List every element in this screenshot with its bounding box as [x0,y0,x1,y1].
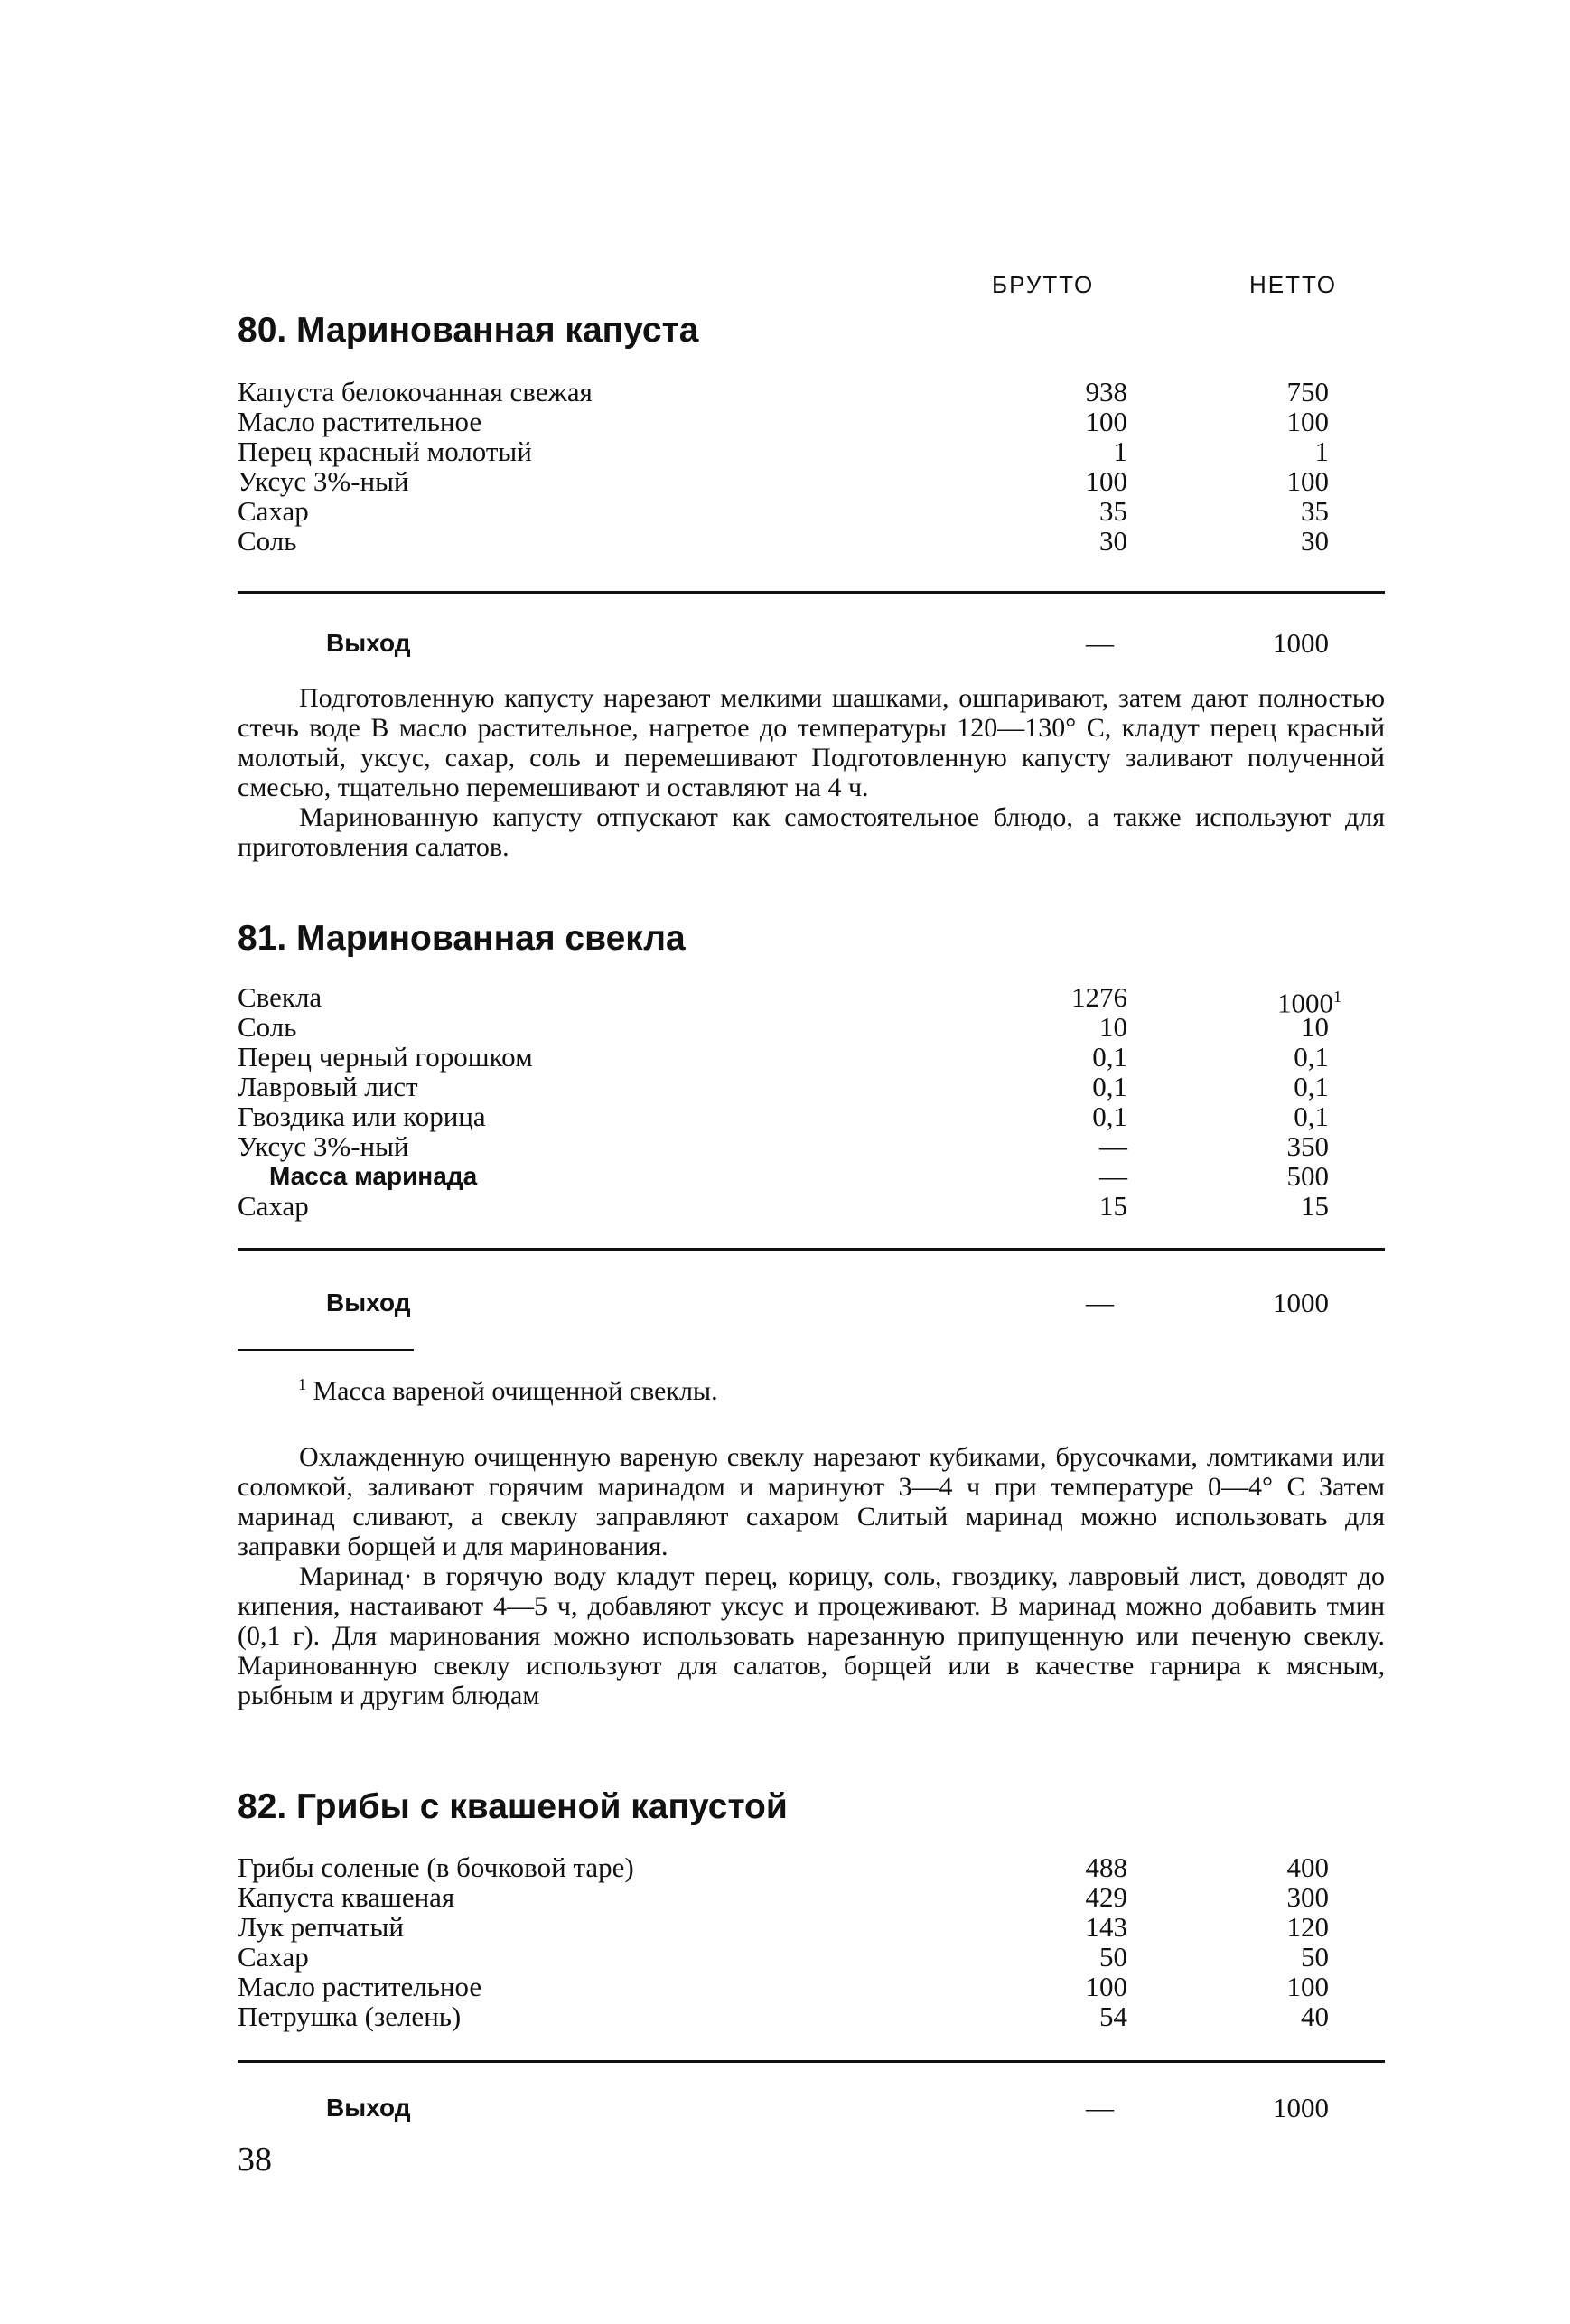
brutto-value: 54 [1099,2001,1127,2032]
column-header-netto: НЕТТО [1249,271,1337,298]
netto-value: 400 [1286,1851,1329,1883]
netto-value: 0,1 [1294,1041,1329,1073]
ingredient-table [238,982,1385,1221]
netto-value: 1 [1314,436,1329,467]
ingredient-name: Лук репчатый [238,1911,404,1943]
netto-value: 30 [1301,525,1329,557]
netto-value: 100 [1286,1971,1329,2002]
recipe-title: 80. Маринованная капуста [238,311,699,350]
table-row [238,1012,1385,1042]
table-row [238,1191,1385,1221]
table-row [238,1972,1385,2001]
yield-brutto: — [1086,1287,1114,1318]
recipe-title: 82. Грибы с квашеной капустой [238,1787,788,1826]
table-row [238,1942,1385,1972]
ingredient-name: Соль [238,1011,297,1043]
netto-value: 0,1 [1294,1071,1329,1102]
brutto-value: 100 [1085,465,1127,497]
table-row [238,1131,1385,1161]
table-row [238,1912,1385,1942]
ingredient-name: Свекла [238,981,322,1013]
yield-row [238,625,1385,661]
instruction-paragraph: Охлажденную очищенную вареную свеклу нарезают кубиками, брусочками, ломтиками или соломкой, заливают горячим маринадом и маринуют 3—4 ч при температуре 0—4° С Затем маринад сливают, а свеклу заправляют сахаром Слитый маринад можно использовать для заправки борщей и для маринования. [238,1442,1385,1561]
brutto-value: 938 [1085,376,1127,408]
netto-value: 35 [1301,495,1329,527]
yield-netto: 1000 [1273,1287,1329,1318]
brutto-value: 1 [1113,436,1127,467]
brutto-value: — [1099,1160,1127,1192]
ingredient-name: Капуста квашеная [238,1881,455,1913]
brutto-value: 50 [1099,1941,1127,1973]
brutto-value: 143 [1085,1911,1127,1943]
yield-label: Выход [326,2094,411,2122]
netto-value: 0,1 [1294,1101,1329,1132]
table-row [238,981,1385,1019]
table-row [238,1161,1385,1191]
ingredient-name: Масса маринада [269,1162,478,1190]
ingredient-name: Уксус 3%-ный [238,465,409,497]
ingredient-name: Сахар [238,1190,309,1222]
yield-row [238,2090,1385,2126]
netto-value: 300 [1286,1881,1329,1913]
footnote-text: Масса вареной очищенной свеклы. [313,1376,718,1406]
ingredient-name: Сахар [238,1941,309,1973]
netto-value: 100 [1286,465,1329,497]
ingredient-name: Масло растительное [238,1971,482,2002]
column-header-brutto: БРУТТО [992,271,1095,298]
ingredient-name: Грибы соленые (в бочковой таре) [238,1851,634,1883]
footnote [298,1375,718,1407]
recipe-instructions [238,1442,1385,1710]
instruction-paragraph: Маринованную капусту отпускают как самостоятельное блюдо, а также используют для приготовления салатов. [238,802,1385,862]
table-row [238,377,1385,407]
brutto-value: 100 [1085,406,1127,437]
netto-value: 120 [1286,1911,1329,1943]
page-number: 38 [238,2141,272,2179]
netto-value: 40 [1301,2001,1329,2032]
table-row [238,1852,1385,1882]
netto-value: 50 [1301,1941,1329,1973]
table-divider [238,591,1385,594]
netto-value: 500 [1286,1160,1329,1192]
ingredient-name: Перец красный молотый [238,436,532,467]
table-divider [238,2060,1385,2063]
yield-netto: 1000 [1273,627,1329,659]
brutto-value: — [1099,1130,1127,1162]
table-row [238,1042,1385,1072]
ingredient-name: Масло растительное [238,406,482,437]
brutto-value: 10 [1099,1011,1127,1043]
ingredient-name: Перец черный горошком [238,1041,533,1073]
yield-brutto: — [1086,2092,1114,2123]
brutto-value: 1276 [1071,981,1127,1013]
table-row [238,466,1385,496]
yield-netto: 1000 [1273,2092,1329,2123]
ingredient-name: Гвоздика или корица [238,1101,486,1132]
netto-value: 350 [1286,1130,1329,1162]
brutto-value: 15 [1099,1190,1127,1222]
brutto-value: 0,1 [1092,1101,1127,1132]
brutto-value: 429 [1085,1881,1127,1913]
netto-value: 1000$^1$ [1277,987,1341,1019]
brutto-value: 0,1 [1092,1071,1127,1102]
instruction-paragraph: Подготовленную капусту нарезают мелкими шашками, ошпаривают, затем дают полностью стечь воде В масло растительное, нагретое до температуры 120—130° С, кладут перец красный молотый, уксус, сахар, соль и перемешивают Подготовленную капусту заливают полученной смесью, тщательно перемешивают и оставляют на 4 ч. [238,683,1385,802]
footnote-mark: 1 [1333,988,1341,1006]
brutto-value: 30 [1099,525,1127,557]
recipe-instructions [238,683,1385,862]
table-row [238,1882,1385,1912]
netto-value: 750 [1286,376,1329,408]
brutto-value: 100 [1085,1971,1127,2002]
footnote-mark: 1 [298,1375,306,1393]
netto-value: 15 [1301,1190,1329,1222]
ingredient-name: Петрушка (зелень) [238,2001,462,2032]
table-row [238,1101,1385,1131]
ingredient-name: Соль [238,525,297,557]
table-row [238,526,1385,556]
ingredient-name: Уксус 3%-ный [238,1130,409,1162]
table-row [238,2001,1385,2031]
recipe-title: 81. Маринованная свекла [238,919,686,958]
yield-label: Выход [326,629,411,657]
table-row [238,407,1385,436]
brutto-value: 0,1 [1092,1041,1127,1073]
brutto-value: 35 [1099,495,1127,527]
instruction-paragraph: Маринад· в горячую воду кладут перец, корицу, соль, гвоздику, лавровый лист, доводят до кипения, настаивают 4—5 ч, добавляют уксус и процеживают. В маринад можно добавить тмин (0,1 г). Для маринования можно использовать нарезанную припущенную или печеную свеклу. Маринованную свеклу используют для салатов, борщей или в качестве гарнира к мясным, рыбным и другим блюдам [238,1561,1385,1710]
ingredient-table [238,377,1385,556]
brutto-value: 488 [1085,1851,1127,1883]
ingredient-name: Лавровый лист [238,1071,418,1102]
ingredient-table [238,1852,1385,2031]
table-row [238,436,1385,466]
yield-row [238,1285,1385,1321]
netto-value: 100 [1286,406,1329,437]
ingredient-name: Капуста белокочанная свежая [238,376,593,408]
footnote-divider [238,1349,414,1351]
netto-value: 10 [1301,1011,1329,1043]
yield-label: Выход [326,1289,411,1317]
table-row [238,496,1385,526]
table-divider [238,1248,1385,1251]
yield-brutto: — [1086,627,1114,659]
ingredient-name: Сахар [238,495,309,527]
table-row [238,1072,1385,1101]
